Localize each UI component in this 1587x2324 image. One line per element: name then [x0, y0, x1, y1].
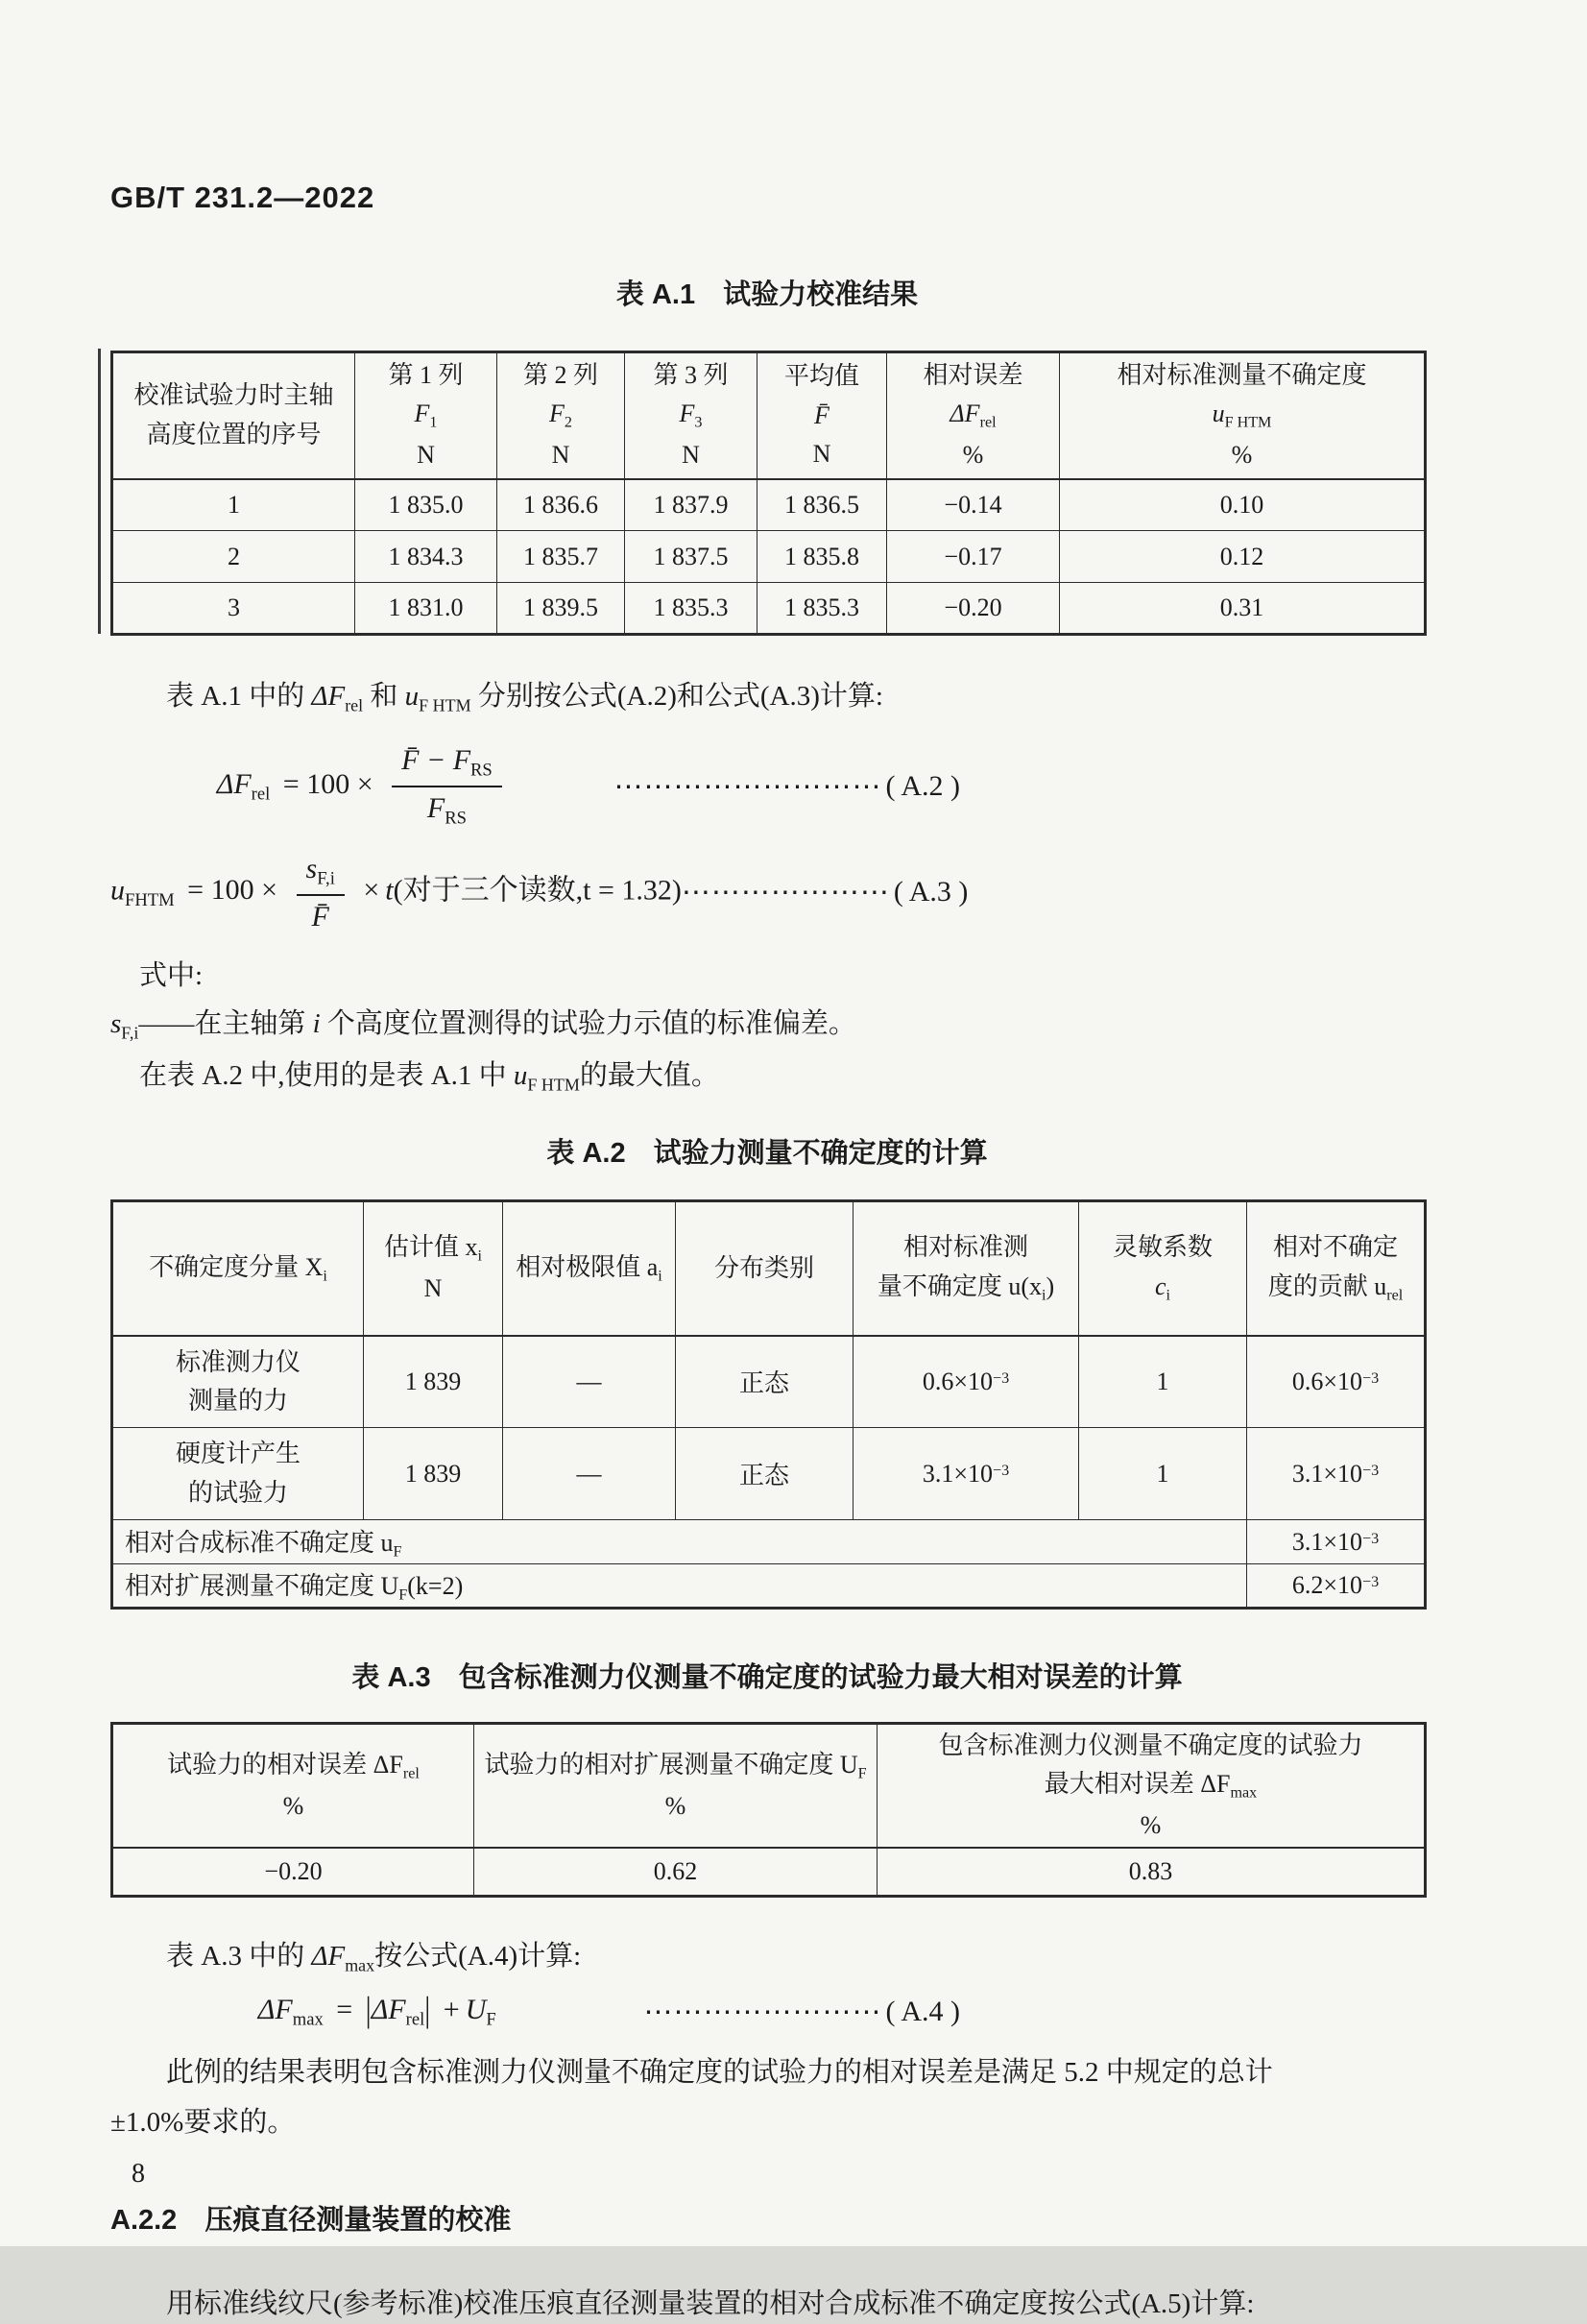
symbol: F̄ — [311, 900, 329, 932]
table-cell: 1 — [1079, 1428, 1247, 1520]
table-cell: 1 835.7 — [497, 531, 625, 583]
text: ——在主轴第 — [138, 1008, 313, 1040]
a2-header-contribution — [1247, 1201, 1426, 1336]
table-cell: 1 831.0 — [355, 583, 497, 635]
operator: = 100 × — [282, 768, 373, 801]
header-line: 第 3 列 — [653, 361, 729, 390]
text: ) — [1046, 1271, 1055, 1300]
formula-label: ( A.3 ) — [893, 876, 969, 908]
table-a1-header-row — [112, 352, 1426, 479]
table-a2-title: 表 A.2 试验力测量不确定度的计算 — [546, 1138, 988, 1170]
value: 3.1×10 — [1291, 1527, 1363, 1556]
header-symbol — [629, 395, 753, 436]
header-unit: N — [551, 441, 570, 470]
table-row — [112, 1336, 1426, 1428]
table-a1 — [110, 351, 1427, 636]
a1-header-uncertainty — [1060, 352, 1426, 479]
doc-number: GB/T 231.2—2022 — [110, 181, 375, 214]
symbol: F̄ − F — [401, 744, 471, 777]
formula-a3 — [110, 842, 969, 942]
value: 6.2×10 — [1291, 1571, 1363, 1600]
symbol-sub: 1 — [429, 415, 438, 432]
header-symbol — [1064, 395, 1420, 436]
header-line — [1251, 1268, 1420, 1309]
symbol-sub: F HTM — [419, 695, 471, 715]
table-cell — [1247, 1336, 1426, 1428]
value: 0.6×10 — [922, 1367, 994, 1395]
value: 3.1×10 — [1291, 1459, 1363, 1488]
header-line: 第 1 列 — [388, 361, 464, 390]
text: 和 — [363, 681, 405, 712]
fraction-denominator — [297, 896, 345, 932]
table-cell: 1 837.9 — [625, 479, 757, 531]
header-unit: N — [423, 1273, 443, 1302]
value: 3.1×10 — [922, 1459, 994, 1488]
table-cell — [112, 1564, 1247, 1609]
header-unit: N — [682, 441, 700, 470]
operator: × — [363, 874, 380, 907]
table-cell: −0.17 — [887, 531, 1060, 583]
header-line — [117, 1248, 359, 1290]
fraction-numerator — [297, 853, 345, 896]
text: 的最大值。 — [579, 1059, 719, 1091]
text: 的试验力 — [187, 1478, 288, 1507]
table-cell: 1 835.3 — [625, 583, 757, 635]
table-cell: — — [503, 1336, 676, 1428]
text: 分别按公式(A.2)和公式(A.3)计算: — [470, 681, 883, 712]
table-cell: 0.31 — [1060, 583, 1426, 635]
table-a2-header-row — [112, 1201, 1426, 1336]
formula-a2 — [110, 735, 960, 838]
header-line — [368, 1228, 498, 1270]
text: 测量的力 — [187, 1386, 288, 1415]
text: (对于三个读数,t = 1.32) — [393, 874, 682, 907]
operator: + — [443, 1993, 460, 2025]
table-cell: 1 834.3 — [355, 531, 497, 583]
value: 0.6×10 — [1291, 1367, 1363, 1395]
text: 度的贡献 u — [1267, 1271, 1387, 1300]
page-number: 8 — [132, 2159, 145, 2189]
symbol: s — [305, 852, 318, 884]
where-label: 式中: — [139, 960, 204, 992]
absolute-bar: | — [365, 1989, 372, 2029]
symbol: ΔF — [311, 1940, 346, 1972]
header-line: 分布类别 — [713, 1253, 814, 1282]
text: (k=2) — [407, 1572, 464, 1601]
fraction-denominator — [392, 787, 502, 829]
header-unit: % — [1140, 1811, 1162, 1839]
table-row-combined-uncertainty — [112, 1520, 1426, 1564]
table-row — [112, 479, 1426, 531]
equation — [257, 1989, 496, 2031]
symbol: ΔF — [371, 1993, 406, 2025]
absolute-bar: | — [424, 1989, 431, 2029]
table-cell — [112, 1336, 364, 1428]
a3-header-expanded-uncertainty — [474, 1724, 878, 1849]
symbol-sub: max — [292, 2009, 324, 2030]
symbol-sub: F — [857, 1765, 867, 1782]
symbol-sub: i — [658, 1268, 662, 1285]
table-row-expanded-uncertainty — [112, 1564, 1426, 1609]
a2-header-limit — [503, 1201, 676, 1336]
table-cell: 0.12 — [1060, 531, 1426, 583]
a2-header-estimate — [364, 1201, 503, 1336]
section-heading-a22: A.2.2 压痕直径测量装置的校准 — [110, 2205, 512, 2237]
text: 最大相对误差 ΔF — [1044, 1770, 1231, 1799]
symbol: ΔF — [257, 1993, 293, 2025]
table-cell: 1 836.6 — [497, 479, 625, 531]
header-line — [881, 1765, 1420, 1806]
table-cell: 1 839.5 — [497, 583, 625, 635]
symbol-sub: 2 — [564, 415, 572, 432]
a2-header-component — [112, 1201, 364, 1336]
table-cell: 0.62 — [474, 1848, 878, 1896]
symbol: i — [312, 1008, 321, 1040]
conclusion-line1: 此例的结果表明包含标准测力仪测量不确定度的试验力的相对误差是满足 5.2 中规定的总计 — [166, 2057, 1273, 2089]
text: 不确定度分量 X — [149, 1252, 324, 1281]
header-line — [507, 1248, 671, 1290]
table-cell: 1 835.8 — [757, 531, 887, 583]
operator: = 100 × — [187, 874, 278, 907]
text: 估计值 x — [384, 1233, 478, 1262]
table-cell: 1 835.0 — [355, 479, 497, 531]
symbol-sub: F HTM — [527, 1075, 580, 1095]
table-cell: 1 — [112, 479, 355, 531]
symbol-sub: rel — [345, 695, 364, 715]
table-cell — [1247, 1564, 1426, 1609]
symbol: F — [426, 792, 445, 825]
revision-bar — [98, 349, 101, 634]
symbol-sub: rel — [405, 2009, 425, 2030]
symbol-sub: F — [398, 1586, 408, 1604]
symbol: U — [465, 1993, 487, 2025]
header-line: 校准试验力时主轴 — [133, 381, 334, 410]
paragraph-a22: 用标准线纹尺(参考标准)校准压痕直径测量装置的相对合成标准不确定度按公式(A.5)计算: — [166, 2288, 1255, 2320]
a1-header-f2 — [497, 352, 625, 479]
table-cell: −0.20 — [112, 1848, 474, 1896]
symbol-sub: rel — [979, 415, 997, 432]
table-cell: 1 836.5 — [757, 479, 887, 531]
text: 在表 A.2 中,使用的是表 A.1 中 — [139, 1059, 514, 1091]
a2-header-distribution — [676, 1201, 854, 1336]
a3-header-rel-error — [112, 1724, 474, 1849]
symbol: F — [679, 399, 695, 428]
where-note — [110, 1055, 1424, 1097]
text: 相对极限值 a — [516, 1252, 659, 1281]
table-cell: 1 839 — [364, 1336, 503, 1428]
text: 相对合成标准不确定度 u — [125, 1528, 394, 1557]
a1-header-f3 — [625, 352, 757, 479]
text: 个高度位置测得的试验力示值的标准偏差。 — [320, 1008, 856, 1040]
exponent: −3 — [993, 1462, 1010, 1479]
formula-a4 — [110, 1987, 960, 2037]
text: 相对扩展测量不确定度 U — [125, 1572, 399, 1601]
exponent: −3 — [1362, 1462, 1380, 1479]
operator: = — [336, 1993, 353, 2025]
fraction-numerator — [392, 744, 502, 787]
header-symbol — [501, 395, 620, 436]
symbol-sub: RS — [445, 808, 467, 829]
symbol: u — [513, 1059, 528, 1091]
symbol-sub: i — [1042, 1287, 1046, 1304]
paragraph-formula-intro — [110, 676, 1424, 717]
table-a1-title: 表 A.1 试验力校准结果 — [615, 279, 919, 310]
symbol-sub: F,i — [317, 868, 335, 889]
table-cell: — — [503, 1428, 676, 1520]
header-line — [117, 1746, 469, 1787]
text: 硬度计产生 — [175, 1440, 301, 1468]
header-unit: % — [1231, 441, 1253, 470]
dot-leader: ⋯⋯⋯⋯⋯⋯⋯⋯ — [643, 1996, 882, 2028]
symbol-sub: rel — [251, 784, 271, 805]
table-cell: −0.14 — [887, 479, 1060, 531]
header-line: 相对标准测量不确定度 — [1117, 361, 1367, 390]
symbol: F̄ — [814, 400, 830, 429]
table-cell — [1247, 1428, 1426, 1520]
table-cell: 1 837.5 — [625, 531, 757, 583]
symbol: c — [1154, 1271, 1166, 1300]
fraction — [392, 744, 502, 829]
text: 量不确定度 u(x — [877, 1271, 1042, 1300]
formula-label: ( A.4 ) — [885, 1996, 960, 2028]
table-cell: 0.83 — [878, 1848, 1426, 1896]
symbol: F — [549, 399, 565, 428]
where-definition — [110, 1004, 1424, 1045]
symbol-sub: F — [393, 1543, 402, 1561]
text: 表 A.3 中的 — [166, 1940, 312, 1972]
table-a3-header-row — [112, 1724, 1426, 1849]
header-symbol — [761, 397, 882, 435]
text: 试验力的相对扩展测量不确定度 U — [484, 1751, 858, 1779]
header-line: 相对不确定 — [1272, 1233, 1398, 1262]
header-unit: % — [282, 1791, 304, 1820]
a1-header-position — [112, 352, 355, 479]
exponent: −3 — [1362, 1530, 1380, 1547]
a3-header-max-error — [878, 1724, 1426, 1849]
symbol-sub: rel — [402, 1765, 420, 1782]
symbol: F — [414, 399, 430, 428]
header-unit: % — [664, 1791, 686, 1820]
table-a2 — [110, 1199, 1427, 1610]
symbol-sub: i — [477, 1248, 482, 1265]
formula-label: ( A.2 ) — [885, 770, 960, 803]
header-line: 第 2 列 — [522, 361, 598, 390]
exponent: −3 — [1362, 1573, 1380, 1590]
exponent: −3 — [1362, 1369, 1380, 1387]
text: 试验力的相对误差 ΔF — [167, 1751, 403, 1779]
header-unit: N — [417, 441, 435, 470]
paragraph-a4-intro — [110, 1936, 1424, 1977]
table-cell: 2 — [112, 531, 355, 583]
table-cell — [112, 1428, 364, 1520]
symbol-sub: F,i — [121, 1023, 139, 1043]
equation — [110, 853, 682, 932]
header-line: 平均值 — [783, 362, 859, 391]
symbol: t — [385, 874, 394, 907]
table-cell: 正态 — [676, 1428, 854, 1520]
dot-leader: ⋯⋯⋯⋯⋯⋯⋯⋯⋯ — [613, 770, 882, 803]
text: 表 A.1 中的 — [166, 681, 312, 712]
symbol: ΔF — [311, 681, 346, 712]
table-cell: 1 839 — [364, 1428, 503, 1520]
table-a1-wrapper — [110, 351, 1424, 636]
table-cell — [1247, 1520, 1426, 1564]
symbol-sub: F — [486, 2009, 496, 2030]
header-line: 相对误差 — [923, 361, 1023, 390]
header-line — [857, 1268, 1074, 1309]
symbol: s — [110, 1008, 122, 1040]
a1-header-mean — [757, 352, 887, 479]
a1-header-f1 — [355, 352, 497, 479]
symbol: ΔF — [216, 768, 252, 801]
header-symbol — [359, 395, 493, 436]
fraction — [297, 853, 345, 932]
exponent: −3 — [993, 1369, 1010, 1387]
dot-leader: ⋯⋯⋯⋯⋯⋯⋯ — [681, 876, 890, 908]
table-cell: 0.10 — [1060, 479, 1426, 531]
header-symbol — [1083, 1268, 1242, 1309]
symbol-sub: max — [1230, 1785, 1258, 1803]
table-cell — [112, 1520, 1247, 1564]
header-line: 包含标准测力仪测量不确定度的试验力 — [938, 1731, 1363, 1760]
symbol: ΔF — [950, 399, 980, 428]
header-unit: % — [962, 441, 984, 470]
table-cell: −0.20 — [887, 583, 1060, 635]
table-row — [112, 583, 1426, 635]
header-line: 灵敏系数 — [1112, 1233, 1213, 1262]
table-cell: 正态 — [676, 1336, 854, 1428]
table-row — [112, 531, 1426, 583]
symbol: u — [404, 681, 420, 712]
header-line: 相对标准测 — [902, 1233, 1028, 1262]
symbol-sub: max — [345, 1955, 375, 1975]
table-cell — [854, 1336, 1079, 1428]
symbol-sub: F HTM — [1224, 415, 1272, 432]
table-row — [112, 1428, 1426, 1520]
a2-header-sensitivity — [1079, 1201, 1247, 1336]
symbol-sub: i — [1166, 1287, 1171, 1304]
header-unit: N — [812, 439, 831, 468]
header-line: 高度位置的序号 — [146, 420, 322, 448]
table-cell: 1 835.3 — [757, 583, 887, 635]
table-cell: 3 — [112, 583, 355, 635]
table-a2-wrapper — [110, 1199, 1424, 1610]
symbol-sub: FHTM — [125, 889, 175, 910]
symbol-sub: 3 — [694, 415, 703, 432]
table-cell — [854, 1428, 1079, 1520]
page-content — [110, 0, 1424, 2324]
table-a3-title: 表 A.3 包含标准测力仪测量不确定度的试验力最大相对误差的计算 — [351, 1662, 1183, 1694]
header-line — [478, 1746, 873, 1787]
conclusion-line2: ±1.0%要求的。 — [110, 2107, 296, 2139]
symbol-sub: rel — [1386, 1287, 1404, 1304]
a1-header-rel-error — [887, 352, 1060, 479]
text: 按公式(A.4)计算: — [374, 1940, 582, 1972]
text: 标准测力仪 — [175, 1347, 301, 1376]
symbol: u — [110, 874, 125, 907]
table-row — [112, 1848, 1426, 1896]
table-a3-wrapper — [110, 1722, 1424, 1898]
symbol: u — [1212, 399, 1225, 428]
equation — [217, 744, 508, 829]
table-cell: 1 — [1079, 1336, 1247, 1428]
symbol-sub: i — [323, 1268, 327, 1285]
symbol-sub: RS — [470, 760, 493, 781]
header-symbol — [891, 395, 1055, 436]
a2-header-std-uncertainty — [854, 1201, 1079, 1336]
table-a3 — [110, 1722, 1427, 1898]
